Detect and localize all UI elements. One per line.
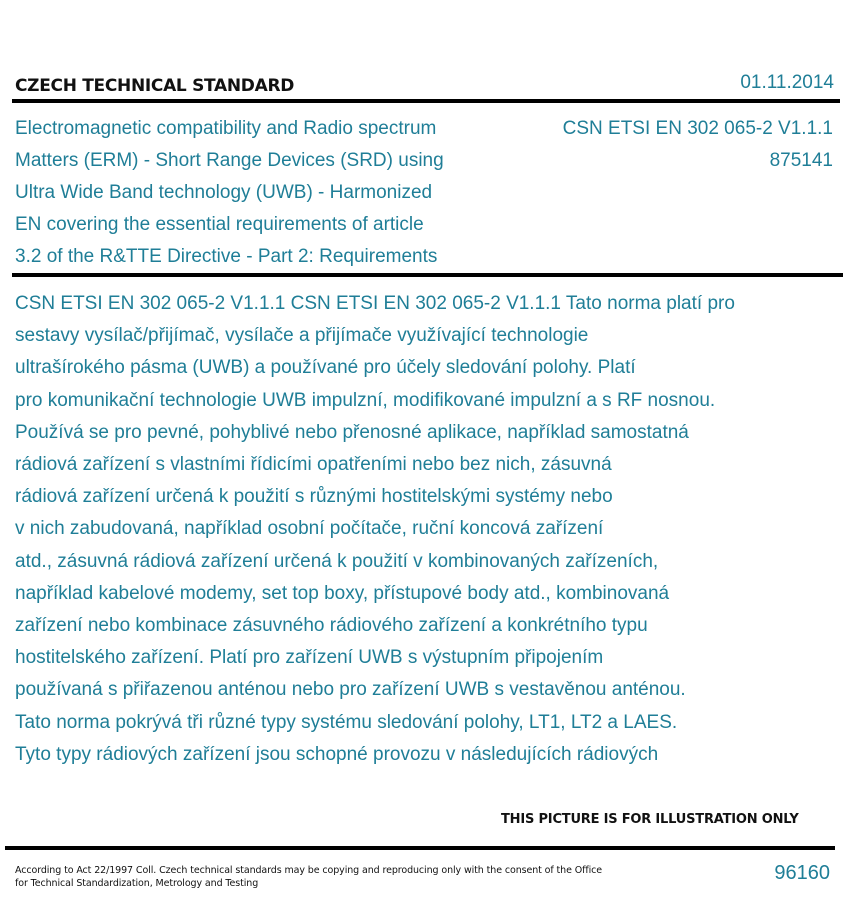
title-line: EN covering the essential requirements of article: [15, 214, 424, 235]
abstract-line: používaná s přiřazenou anténou nebo pro zařízení UWB s vestavěnou anténou.: [15, 679, 686, 701]
standard-number: 875141: [769, 150, 833, 171]
abstract-line: rádiová zařízení určená k použití s různými hostitelskými systémy nebo: [15, 486, 613, 508]
abstract-line: rádiová zařízení s vlastními řídicími opatřeními nebo bez nich, zásuvná: [15, 454, 612, 476]
abstract-line: v nich zabudovaná, například osobní počítače, ruční koncová zařízení: [15, 518, 604, 540]
abstract-line: Tato norma pokrývá tři různé typy systému sledování polohy, LT1, LT2 a LAES.: [15, 711, 678, 733]
standard-code: CSN ETSI EN 302 065-2 V1.1.1: [562, 118, 833, 139]
abstract-line: Používá se pro pevné, pohyblivé nebo přenosné aplikace, například samostatná: [15, 421, 689, 443]
abstract-line: Tyto typy rádiových zařízení jsou schopné provozu v následujících rádiových: [15, 743, 659, 765]
standard-abstract: [15, 288, 860, 771]
title-line: Matters (ERM) - Short Range Devices (SRD) using: [15, 150, 444, 171]
legal-line: for Technical Standardization, Metrology and Testing: [15, 878, 259, 889]
divider-bottom: [5, 846, 835, 850]
abstract-line: zařízení nebo kombinace zásuvného rádiového zařízení a konkrétního typu: [15, 615, 648, 637]
abstract-line: sestavy vysílač/přijímač, vysílače a přijímače využívající technologie: [15, 325, 589, 347]
abstract-line: ultrašírokého pásma (UWB) a používané pro účely sledování polohy. Platí: [15, 357, 636, 379]
title-line: Ultra Wide Band technology (UWB) - Harmonized: [15, 182, 433, 203]
abstract-line: CSN ETSI EN 302 065-2 V1.1.1 CSN ETSI EN 302 065-2 V1.1.1 Tato norma platí pro: [15, 293, 735, 314]
standard-identifier: [563, 113, 833, 177]
divider-top: [12, 99, 840, 103]
legal-notice: [15, 864, 635, 890]
footer-code: 96160: [774, 862, 830, 884]
document-type-label: CZECH TECHNICAL STANDARD: [15, 76, 295, 96]
title-line: 3.2 of the R&TTE Directive - Part 2: Requirements: [15, 246, 438, 267]
abstract-line: atd., zásuvná rádiová zařízení určená k použití v kombinovaných zařízeních,: [15, 550, 659, 572]
abstract-line: hostitelského zařízení. Platí pro zařízení UWB s výstupním připojením: [15, 647, 604, 669]
divider-middle: [12, 273, 843, 277]
standard-title: [15, 113, 515, 273]
abstract-line: například kabelové modemy, set top boxy, přístupové body atd., kombinovaná: [15, 582, 670, 604]
illustration-disclaimer: THIS PICTURE IS FOR ILLUSTRATION ONLY: [501, 812, 799, 827]
title-line: Electromagnetic compatibility and Radio spectrum: [15, 118, 437, 139]
publication-date: 01.11.2014: [740, 72, 834, 93]
legal-line: According to Act 22/1997 Coll. Czech technical standards may be copying and reproducing only with the consent of the Office: [15, 865, 603, 876]
abstract-line: pro komunikační technologie UWB impulzní, modifikované impulzní a s RF nosnou.: [15, 389, 716, 411]
